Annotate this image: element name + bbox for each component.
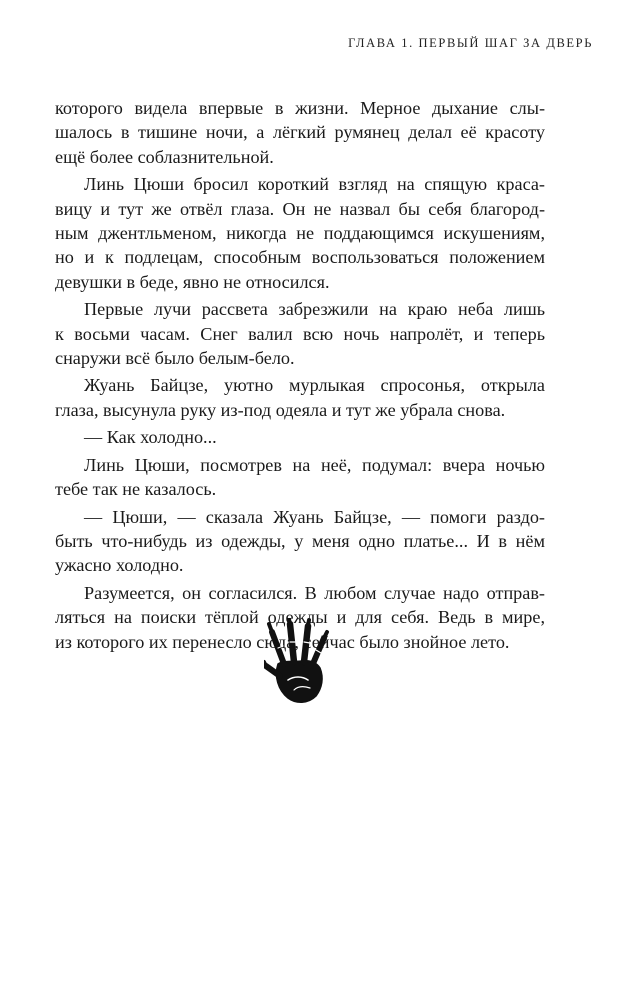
text-line: ужасно холодно. xyxy=(55,555,184,576)
text-line: быть что-нибудь из одежды, у меня одно платье... И в нём xyxy=(55,530,545,551)
text-line: глаза, высунула руку из-под одеяла и тут же убрала снова. xyxy=(55,399,506,420)
running-header: ГЛАВА 1. ПЕРВЫЙ ШАГ ЗА ДВЕРЬ xyxy=(348,36,593,50)
text-line: но и к подлецам, способным воспользоваться положением xyxy=(55,247,545,268)
text-line: девушки в беде, явно не относился. xyxy=(55,271,330,292)
text-line: снаружи всё было белым-бело. xyxy=(55,348,295,369)
text-line: Жуань Байцзе, уютно мурлыкая спросонья, открыла xyxy=(84,375,545,396)
paragraph-3 xyxy=(55,297,545,370)
text-line: ещё более соблазнительной. xyxy=(55,146,274,167)
body-text xyxy=(55,96,545,657)
text-line: шалось в тишине ночи, а лёгкий румянец делал её красоту xyxy=(55,122,545,143)
text-line: из которого их перенесло сюда, сейчас было знойное лето. xyxy=(55,631,510,652)
paragraph-6 xyxy=(55,453,545,502)
text-line: Линь Цюши, посмотрев на неё, подумал: вчера ночью xyxy=(84,454,545,475)
text-line: ляться на поиски тёплой одежды и для себя. Ведь в мире, xyxy=(55,607,545,628)
paragraph-5 xyxy=(55,425,545,449)
text-line: — Цюши, — сказала Жуань Байцзе, — помоги раздо- xyxy=(84,506,545,527)
text-line: вицу и тут же отвёл глаза. Он не назвал бы себя благород- xyxy=(55,198,545,219)
text-line: ным джентльменом, никогда не поддающимся искушениям, xyxy=(55,223,545,244)
paragraph-1 xyxy=(55,96,545,169)
text-line: тебе так не казалось. xyxy=(55,479,217,500)
text-line: Разумеется, он согласился. В любом случае надо отправ- xyxy=(84,582,545,603)
text-line: которого видела впервые в жизни. Мерное дыхание слы- xyxy=(55,98,545,118)
paragraph-2 xyxy=(55,172,545,294)
text-line: Линь Цюши бросил короткий взгляд на спящую краса- xyxy=(84,174,545,195)
text-line: — Как холодно... xyxy=(84,427,217,448)
text-line: Первые лучи рассвета забрезжили на краю неба лишь xyxy=(84,299,545,320)
handprint-icon xyxy=(264,618,330,706)
paragraph-4 xyxy=(55,373,545,422)
paragraph-7 xyxy=(55,505,545,578)
text-line: к восьми часам. Снег валил всю ночь напролёт, и теперь xyxy=(55,323,545,344)
